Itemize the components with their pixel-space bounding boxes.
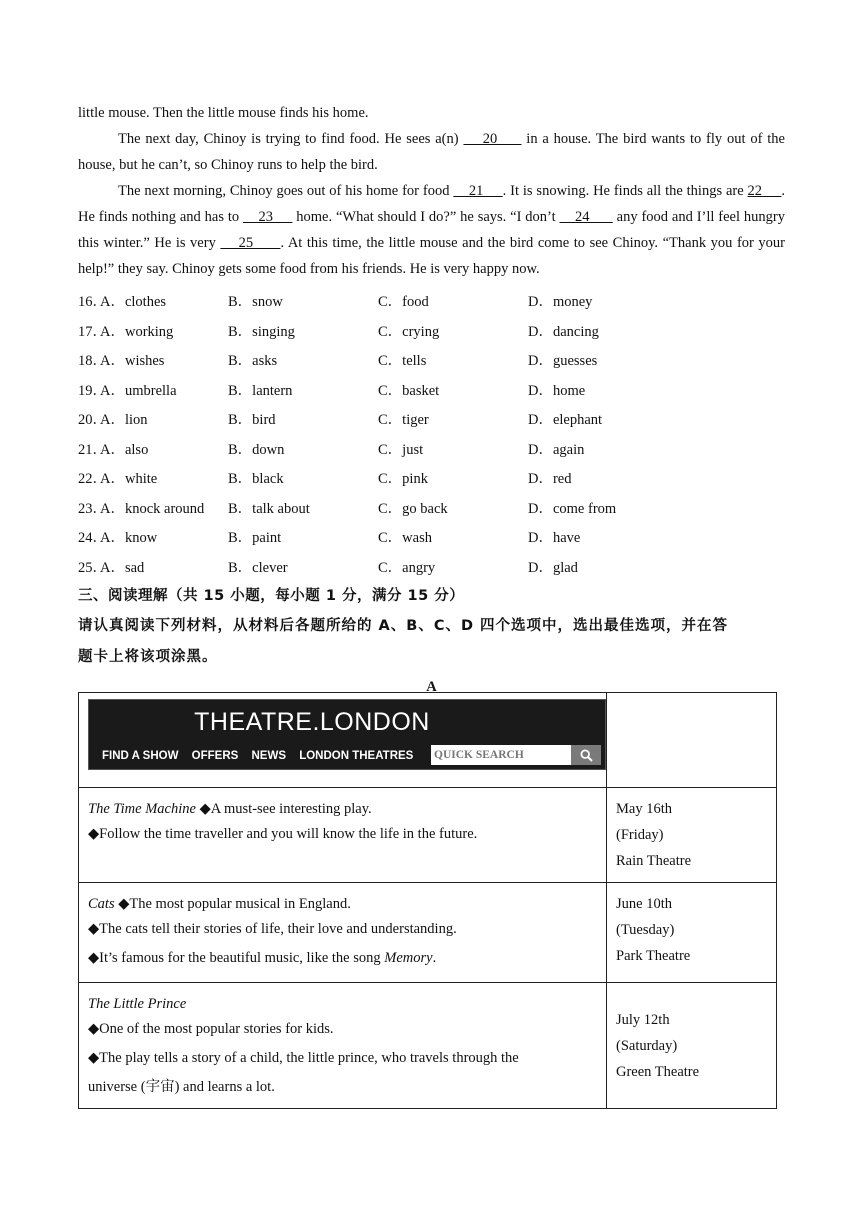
play-description — [79, 788, 607, 883]
question-row — [78, 286, 785, 316]
option-b: B．bird — [228, 412, 276, 429]
play-line: ◆The play tells a story of a child, the little prince, who travels through the — [88, 1050, 519, 1066]
play-date: May 16th — [616, 801, 672, 817]
question-number: 22． — [78, 471, 107, 488]
play-line-with-song: ◆It’s famous for the beautiful music, like the song Memory. — [88, 950, 437, 966]
blank-23: 23 — [243, 209, 293, 225]
play-line: universe (宇宙) and learns a lot. — [88, 1079, 275, 1095]
play-schedule — [607, 788, 777, 883]
option-c: C．crying — [378, 323, 440, 340]
text: home. “What should I do?” he says. “I don’t — [292, 209, 560, 225]
text: . He finds nothing and has to — [78, 183, 786, 225]
play-schedule — [607, 983, 777, 1109]
play-description — [79, 883, 607, 983]
passage-paragraph-3 — [78, 178, 785, 282]
option-d: D．money — [528, 294, 593, 311]
play-line: ◆The most popular musical in England. — [118, 896, 351, 912]
play-line: ◆The cats tell their stories of life, their love and understanding. — [88, 921, 457, 937]
document-page — [78, 100, 785, 695]
question-number: 21． — [78, 441, 107, 458]
option-a: A．clothes — [100, 294, 167, 311]
option-c: C．tiger — [378, 412, 429, 429]
option-d: D．guesses — [528, 353, 598, 370]
section-title: 三、阅读理解（共 15 小题，每小题 1 分，满分 15 分） — [78, 588, 465, 604]
play-line: ◆Follow the time traveller and you will know the life in the future. — [88, 826, 478, 842]
play-line: ◆One of the most popular stories for kids. — [88, 1021, 334, 1037]
passage-paragraph-2 — [78, 126, 785, 178]
brand-logo: THEATRE.LONDON — [194, 708, 430, 736]
play-schedule — [607, 883, 777, 983]
question-row — [78, 404, 785, 434]
option-c: C．pink — [378, 471, 428, 488]
play-venue: Green Theatre — [616, 1063, 700, 1080]
text: The next day, Chinoy is trying to find food. He sees a(n) — [118, 131, 464, 147]
question-row — [78, 345, 785, 375]
question-number: 18． — [78, 353, 107, 370]
passage-label: A — [426, 679, 437, 695]
option-b: B．talk about — [228, 500, 310, 517]
question-number: 19． — [78, 382, 107, 399]
play-day: (Friday) — [616, 827, 664, 843]
question-row — [78, 434, 785, 464]
option-a: A．wishes — [100, 353, 165, 370]
play-venue: Park Theatre — [616, 948, 691, 964]
option-a: A．lion — [100, 412, 148, 429]
blank-24: 24 — [559, 209, 613, 225]
option-d: D．glad — [528, 559, 578, 576]
text: . It is snowing. He finds all the things are — [502, 183, 748, 199]
option-d: D．dancing — [528, 323, 599, 340]
play-venue: Rain Theatre — [616, 853, 692, 869]
song-title: Memory — [384, 950, 433, 966]
play-line: ◆A must-see interesting play. — [199, 801, 372, 817]
text: . At this time, the little mouse and the bird come to see Chinoy. “Thank you for your help!” they say. Chinoy gets some food from his friends. He is very happy now. — [78, 235, 785, 277]
play-title-line — [88, 993, 597, 1015]
play-title: The Time Machine — [88, 801, 196, 817]
nav-offers[interactable]: OFFERS — [191, 750, 239, 762]
option-b: B．black — [228, 471, 284, 488]
question-options — [78, 286, 785, 581]
option-b: B．asks — [228, 353, 278, 370]
option-a: A．knock around — [100, 500, 205, 517]
option-a: A．also — [100, 441, 149, 458]
question-row — [78, 375, 785, 405]
option-b: B．clever — [228, 559, 288, 576]
option-c: C．basket — [378, 382, 440, 399]
option-c: C．just — [378, 441, 424, 458]
option-a: A．working — [100, 323, 174, 340]
text: in a house. The bird wants to fly out of the house, but he can’t, so Chinoy runs to help the bird. — [78, 131, 785, 173]
option-c: C．wash — [378, 530, 432, 547]
search-input[interactable] — [431, 745, 571, 765]
blank-20: 20 — [463, 131, 522, 147]
banner-row — [79, 693, 777, 788]
play-title-line — [88, 798, 597, 820]
play-description — [79, 983, 607, 1109]
option-c: C．tells — [378, 353, 427, 370]
banner-nav — [102, 750, 423, 762]
play-row — [79, 883, 777, 983]
option-a: A．umbrella — [100, 382, 177, 399]
play-date: July 12th — [616, 1011, 670, 1028]
question-number: 23． — [78, 500, 107, 517]
question-row — [78, 493, 785, 523]
question-row — [78, 552, 785, 582]
option-d: D．come from — [528, 500, 617, 517]
question-row — [78, 463, 785, 493]
blank-21: 21 — [453, 183, 503, 199]
play-day: (Saturday) — [616, 1037, 678, 1054]
question-number: 16． — [78, 294, 107, 311]
play-date: June 10th — [616, 896, 672, 912]
option-b: B．snow — [228, 294, 283, 311]
question-number: 24． — [78, 530, 107, 547]
play-title: The Little Prince — [88, 996, 187, 1012]
text: any food and I’ll feel hungry this winter.” He is very — [78, 209, 785, 251]
option-c: C．food — [378, 294, 429, 311]
empty-cell — [607, 693, 777, 788]
option-b: B．lantern — [228, 382, 293, 399]
play-row — [79, 983, 777, 1109]
nav-find-a-show[interactable]: FIND A SHOW — [102, 750, 179, 762]
instruction-line: 请认真阅读下列材料，从材料后各题所给的 A、B、C、D 四个选项中，选出最佳选项，并在答 — [78, 618, 729, 634]
option-c: C．angry — [378, 559, 436, 576]
play-title: Cats — [88, 896, 115, 912]
nav-news[interactable]: NEWS — [251, 750, 286, 762]
play-day: (Tuesday) — [616, 922, 675, 938]
passage-line: little mouse. Then the little mouse finds his home. — [78, 105, 369, 121]
option-b: B．down — [228, 441, 285, 458]
option-d: D．red — [528, 471, 572, 488]
theatre-banner — [88, 699, 606, 770]
question-number: 20． — [78, 412, 107, 429]
theatre-table — [78, 692, 777, 1109]
option-b: B．paint — [228, 530, 282, 547]
option-c: C．go back — [378, 500, 448, 517]
quick-search — [431, 745, 601, 765]
option-a: A．know — [100, 530, 158, 547]
option-a: A．sad — [100, 559, 145, 576]
blank-22: 22 — [747, 183, 782, 199]
search-button[interactable] — [571, 745, 601, 765]
question-row — [78, 522, 785, 552]
question-number: 17． — [78, 323, 107, 340]
nav-london-theatres[interactable]: LONDON THEATRES — [299, 750, 414, 762]
option-d: D．again — [528, 441, 585, 458]
play-row — [79, 788, 777, 883]
magnifier-icon — [580, 749, 593, 762]
blank-25: 25 — [220, 235, 281, 251]
question-number: 25． — [78, 559, 107, 576]
option-d: D．have — [528, 530, 581, 547]
question-row — [78, 316, 785, 346]
play-line: ◆It’s famous for the beautiful music, like the song — [88, 950, 385, 966]
text: The next morning, Chinoy goes out of his home for food — [118, 183, 454, 199]
option-a: A．white — [100, 471, 158, 488]
option-d: D．home — [528, 382, 586, 399]
instruction-line: 题卡上将该项涂黑。 — [78, 649, 218, 665]
banner-cell — [79, 693, 607, 788]
play-title-line — [88, 893, 597, 915]
option-b: B．singing — [228, 323, 295, 340]
option-d: D．elephant — [528, 412, 603, 429]
